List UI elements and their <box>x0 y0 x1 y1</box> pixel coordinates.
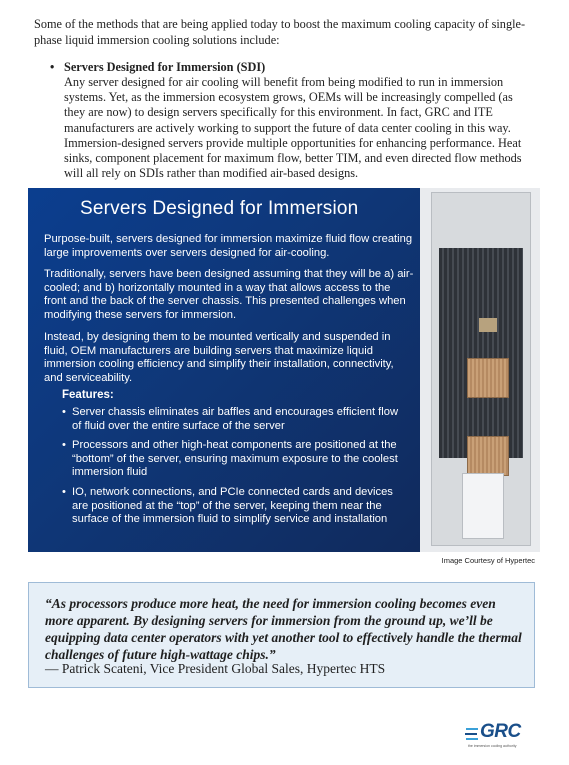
chip-graphic <box>479 318 497 332</box>
feature-item <box>62 406 407 433</box>
feature-item <box>62 439 407 480</box>
bullet-body: Any server designed for air cooling will benefit from being modified to run in immersion systems. Yet, as the immersion ecosystem grows, OEMs will be increasingly compelled (as they are now) to design servers specifically for this environment. In fact, GRC and ITE manufacturers are actively working to support the future of data center cooling in this way. Immersion-designed servers provide multiple opportunities for enhancing performance. Heat sinks, component placement for maximum flow, better TIM, and even directed flow methods will all rely on SDIs rather than modified air-based designs. <box>64 75 522 181</box>
bullet-heading-text: Servers Designed for Immersion (SDI) <box>64 60 266 74</box>
image-credit: Image Courtesy of Hypertec <box>441 556 535 565</box>
heatsink-graphic <box>467 436 509 476</box>
quote-attribution: — Patrick Scateni, Vice President Global Sales, Hypertec HTS <box>45 661 386 676</box>
feature-item <box>62 486 407 527</box>
feature-text: Processors and other high-heat components are positioned at the “bottom” of the server, ensuring maximum exposure to the coolest immersion fluid <box>72 439 398 479</box>
logo-text: GRC <box>480 721 521 742</box>
bullet-dot-icon: • <box>62 439 66 452</box>
quote-box <box>28 582 535 688</box>
panel-title: Servers Designed for Immersion <box>80 198 359 219</box>
feature-text: Server chassis eliminates air baffles and encourages efficient flow of fluid over the entire surface of the server <box>72 406 399 432</box>
panel-paragraph: Purpose-built, servers designed for immersion maximize fluid flow creating large improvements over servers designed for air-cooling. <box>44 233 413 259</box>
grc-logo <box>464 721 536 751</box>
feature-panel <box>28 188 420 552</box>
feature-text: IO, network connections, and PCIe connected cards and devices are positioned at the “top” of the server, keeping them near the surface of the immersion fluid to simplify service and installation <box>72 485 393 526</box>
panel-paragraph: Instead, by designing them to be mounted vertically and suspended in fluid, OEM manufacturers are building servers that maximize liquid immersion cooling efficiency and simplify their installation, connectivity, and serviceability. <box>44 331 394 384</box>
panel-paragraph: Traditionally, servers have been designed assuming that they will be a) air-cooled; and b) horizontally mounted in a way that allows access to the front and the back of the server chassis. This presented challenges when modifying these servers for immersion. <box>44 268 414 321</box>
features-label: Features: <box>62 389 114 401</box>
quote-text: “As processors produce more heat, the need for immersion cooling becomes even more apparent. By designing servers for immersion from the ground up, we’ll be equipping data center operators with yet another tool to effectively handle the thermal challenges of future high-wattage chips.” <box>45 596 522 662</box>
heatsink-graphic <box>467 358 509 398</box>
bullet-dot-icon: • <box>62 406 66 418</box>
bullet-heading <box>50 59 265 75</box>
intro-paragraph: Some of the methods that are being applied today to boost the maximum cooling capacity of single-phase liquid immersion cooling solutions include: <box>34 17 526 47</box>
bullet-dot-icon: • <box>50 60 55 74</box>
logo-tagline: the immersion cooling authority <box>468 744 517 748</box>
server-photo <box>420 188 540 552</box>
bullet-dot-icon: • <box>62 485 66 498</box>
server-chassis <box>431 192 531 546</box>
motherboard-graphic <box>439 248 523 458</box>
features-list <box>62 406 407 533</box>
drive-bay-graphic <box>462 473 504 539</box>
